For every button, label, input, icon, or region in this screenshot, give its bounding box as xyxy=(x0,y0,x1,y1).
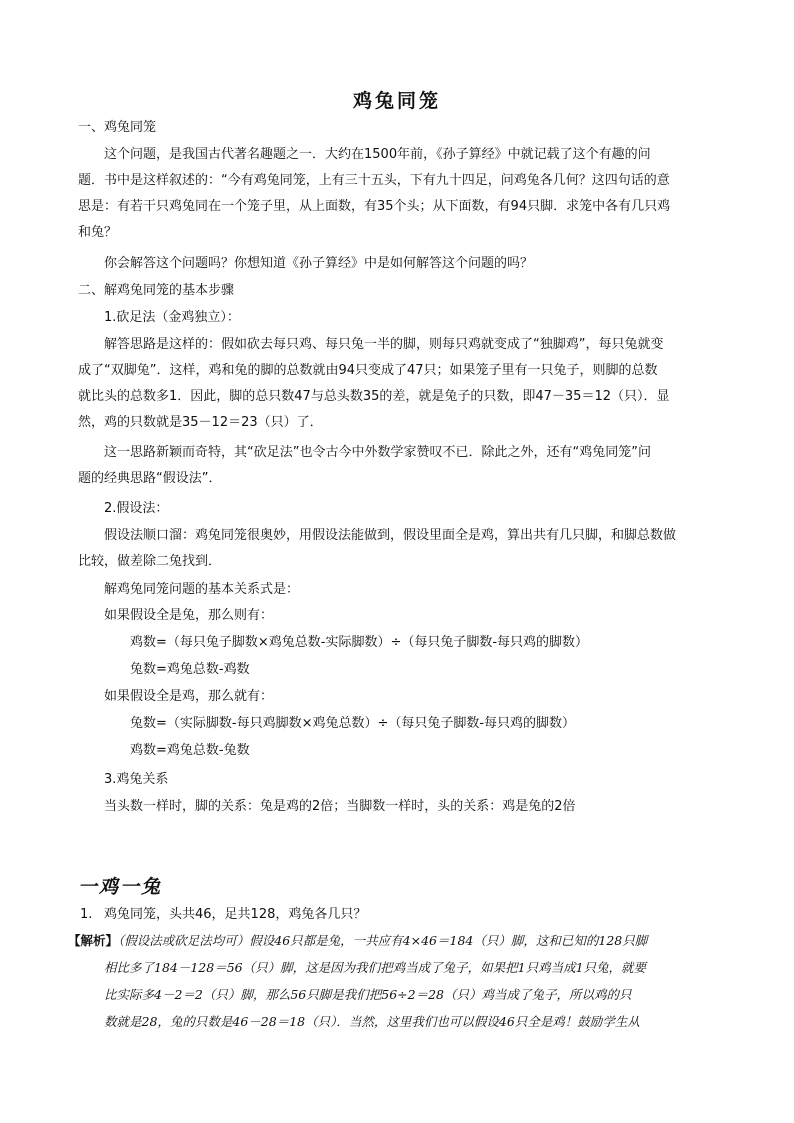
method2-para-line1: 假设法顺口溜：鸡兔同笼很奥妙，用假设法能做到，假设里面全是鸡，算出共有几只脚，和脚总数做 xyxy=(104,528,677,543)
method3-text: 当头数一样时，脚的关系：兔是鸡的2倍；当脚数一样时，头的关系：鸡是兔的2倍 xyxy=(104,799,576,814)
method1-para-line1: 解答思路是这样的：假如砍去每只鸡、每只兔一半的脚，则每只鸡就变成了“独脚鸡”，每只兔就变 xyxy=(104,337,664,352)
answer-line4: 数就是28，兔的只数是46－28＝18（只）．当然，这里我们也可以假设46只全是鸡！鼓励学生从 xyxy=(104,1014,640,1029)
section3-heading: 一鸡一兔 xyxy=(78,876,163,898)
section1-para1-line1: 这个问题，是我国古代著名趣题之一．大约在1500年前，《孙子算经》中就记载了这个有趣的问 xyxy=(104,147,651,162)
formula-rabbit: 兔数=（实际脚数-每只鸡脚数×鸡兔总数）÷（每只兔子脚数-每只鸡的脚数） xyxy=(130,716,576,731)
formula-rabbit-from-chicken: 兔数=鸡兔总数-鸡数 xyxy=(130,662,250,677)
section1-para1-line3: 思是：有若干只鸡兔同在一个笼子里，从上面数，有35个头；从下面数，有94只脚．求笼中各有几只鸡 xyxy=(78,199,671,214)
page-title: 鸡兔同笼 xyxy=(352,90,441,112)
answer-line3: 比实际多4－2＝2（只）脚，那么56只脚是我们把56÷2＝28（只）鸡当成了兔子，所以鸡的只 xyxy=(104,987,632,1002)
method1-para-line2: 成了“双脚兔”．这样，鸡和兔的脚的总数就由94只变成了47只；如果笼子里有一只兔子，则脚的总数 xyxy=(78,363,658,378)
section1-para2: 你会解答这个问题吗？你想知道《孙子算经》中是如何解答这个问题的吗？ xyxy=(104,256,534,271)
method2-title: 2.假设法： xyxy=(104,501,169,516)
section2-heading: 二、解鸡兔同笼的基本步骤 xyxy=(78,283,235,298)
method1-para2-line2: 题的经典思路“假设法”． xyxy=(78,471,222,486)
section1-para1-line4: 和兔？ xyxy=(78,225,118,240)
problem-number: 1. xyxy=(80,907,93,922)
section1-para1-line2: 题．书中是这样叙述的：“今有鸡兔同笼，上有三十五头，下有九十四足，问鸡兔各几何？这四句话的意 xyxy=(78,173,670,188)
relation-intro: 解鸡兔同笼问题的基本关系式是： xyxy=(104,582,300,597)
case-rabbit: 如果假设全是兔，那么则有： xyxy=(104,608,274,623)
answer-label: 【解析】 xyxy=(68,933,119,948)
answer-line1-text: （假设法或砍足法均可）假设46只都是兔，一共应有4×46＝184（只）脚，这和已知的128只脚 xyxy=(118,933,648,948)
method1-para2-line1: 这一思路新颖而奇特，其“砍足法”也令古今中外数学家赞叹不已．除此之外，还有“鸡兔同笼”问 xyxy=(104,445,651,460)
answer-line2: 相比多了184－128＝56（只）脚，这是因为我们把鸡当成了兔子，如果把1只鸡当成1只兔，就要 xyxy=(104,960,647,975)
method1-para-line4: 然，鸡的只数就是35－12＝23（只）了． xyxy=(78,415,323,430)
formula-chicken-from-rabbit: 鸡数=鸡兔总数-兔数 xyxy=(130,743,250,758)
method2-para-line2: 比较，做差除二兔找到． xyxy=(78,554,222,569)
formula-chicken: 鸡数=（每只兔子脚数×鸡兔总数-实际脚数）÷（每只兔子脚数-每只鸡的脚数） xyxy=(130,635,589,650)
method3-title: 3.鸡兔关系 xyxy=(104,772,169,787)
answer-line1 xyxy=(68,932,647,950)
method1-title: 1.砍足法（金鸡独立）： xyxy=(104,310,240,325)
case-chicken: 如果假设全是鸡，那么就有： xyxy=(104,689,274,704)
section1-heading: 一、鸡兔同笼 xyxy=(78,120,157,135)
problem-text: 鸡兔同笼，头共46，足共128，鸡兔各几只？ xyxy=(104,907,367,922)
method1-para-line3: 就比头的总数多1．因此，脚的总只数47与总头数35的差，就是兔子的只数，即47－35＝12（只）．显 xyxy=(78,389,670,404)
